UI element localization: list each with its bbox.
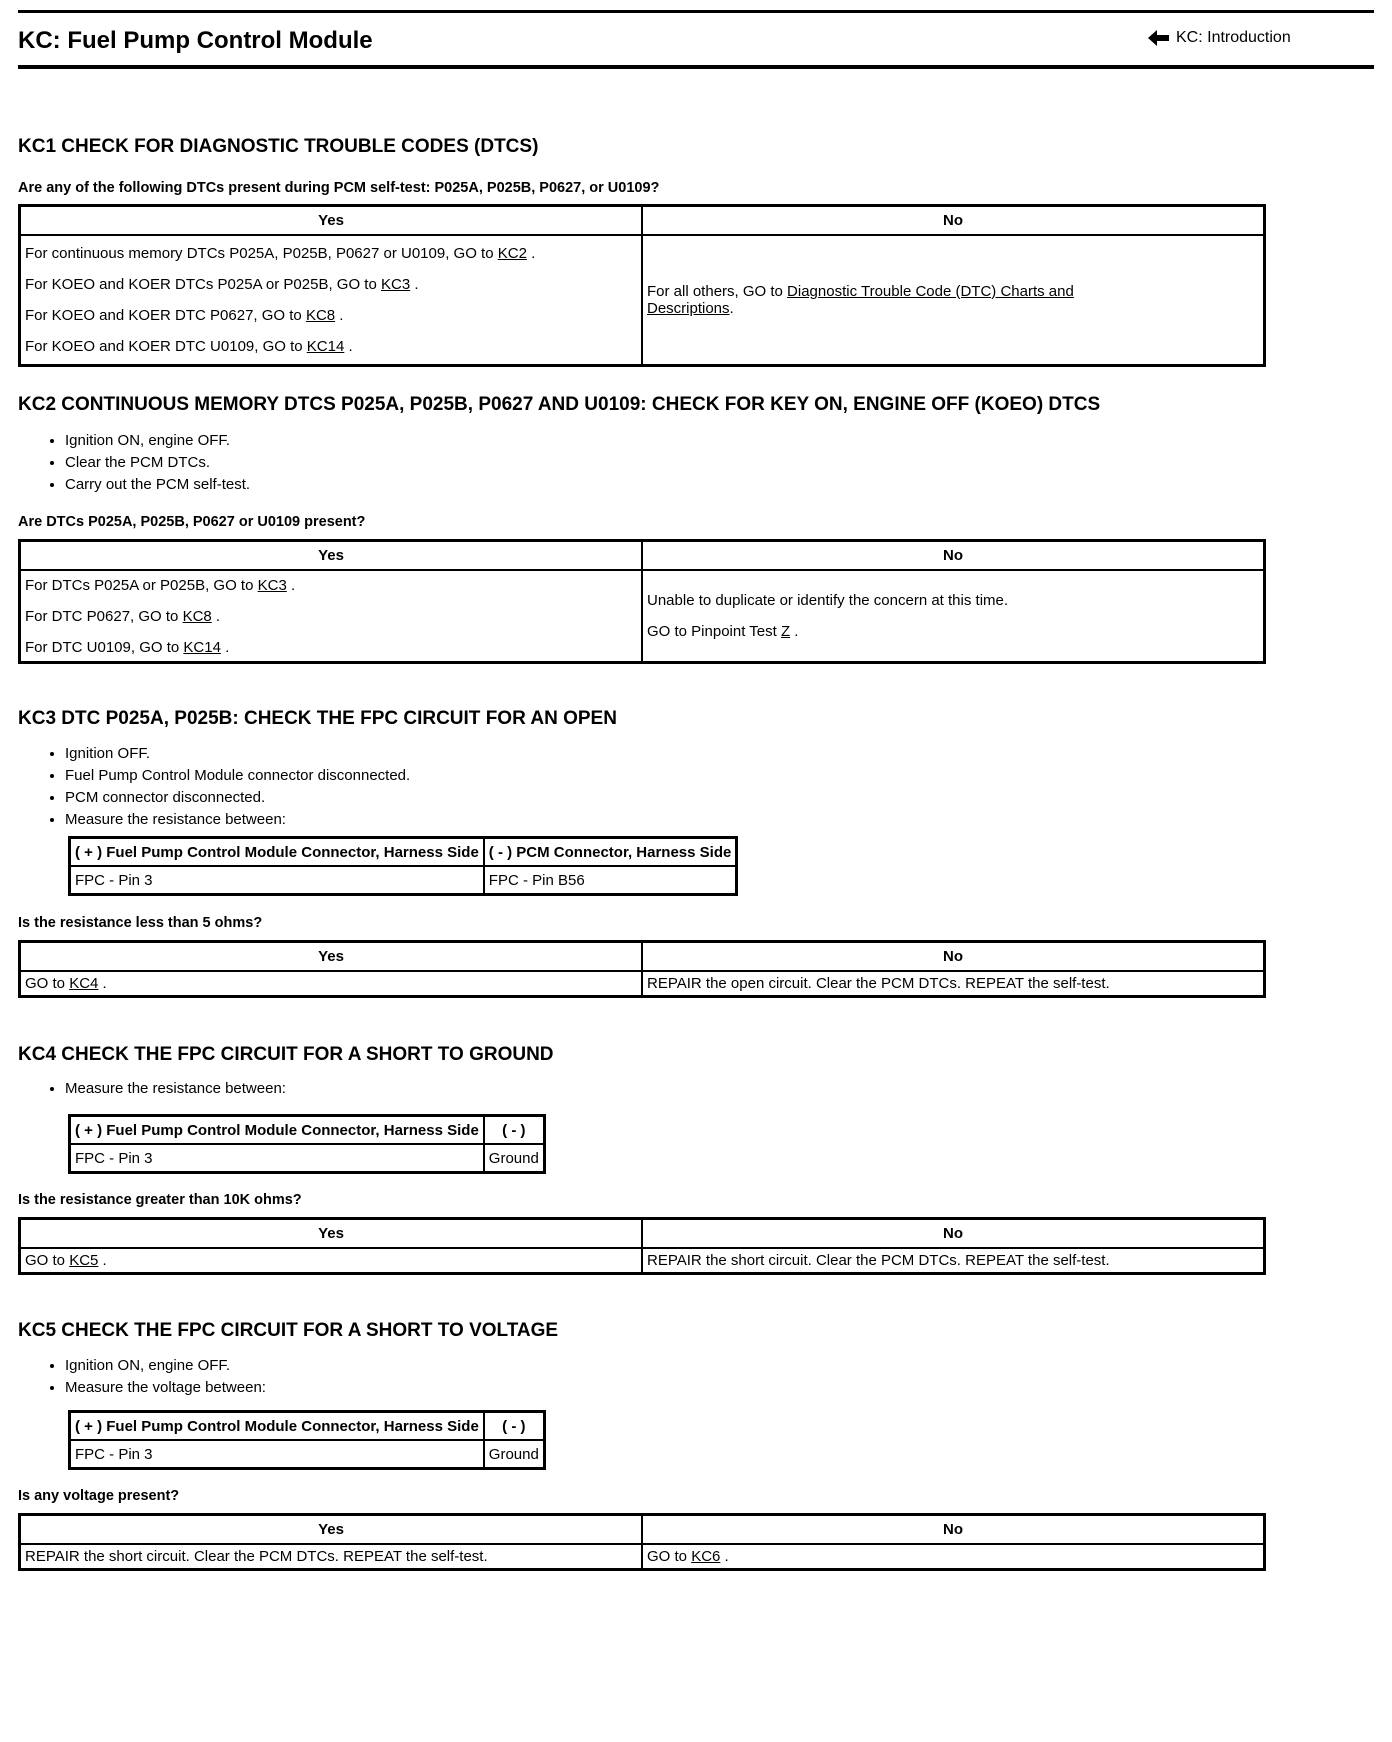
kc5-result-table — [18, 1513, 1266, 1571]
kc3-result-table — [18, 940, 1266, 998]
list-item: • Carry out the PCM self-test. — [65, 474, 250, 496]
arrow-left-icon — [1148, 30, 1170, 46]
pin-col-negative: ( - ) — [484, 1412, 545, 1441]
kc1-result-table — [18, 204, 1266, 367]
link-kc8[interactable]: KC8 — [305, 307, 336, 324]
no-header: No — [642, 942, 1265, 972]
kc4-pin-table — [68, 1114, 546, 1174]
no-header: No — [642, 206, 1265, 236]
yes-header: Yes — [20, 1515, 643, 1545]
kc3-question: Is the resistance less than 5 ohms? — [18, 915, 263, 931]
kc3-yes-cell: GO to KC4 . — [20, 971, 643, 997]
list-item: • Measure the voltage between: — [65, 1377, 266, 1399]
pin-col-negative: ( - ) — [484, 1116, 545, 1145]
back-link[interactable] — [1148, 29, 1291, 47]
kc2-yes-line: For DTCs P025A or P025B, GO to KC3 . — [25, 576, 296, 594]
kc4-yes-cell: GO to KC5 . — [20, 1248, 643, 1274]
kc1-yes-line: For KOEO and KOER DTC P0627, GO to KC8 . — [25, 307, 344, 324]
link-kc2[interactable]: KC2 — [497, 245, 527, 262]
yes-header: Yes — [20, 206, 643, 236]
list-item: • Clear the PCM DTCs. — [65, 452, 250, 474]
link-kc8[interactable]: KC8 — [182, 607, 212, 625]
pin-value: Ground — [484, 1144, 545, 1173]
kc1-yes-cell — [20, 235, 643, 366]
kc5-no-cell: GO to KC6 . — [642, 1544, 1265, 1570]
kc2-yes-line: For DTC P0627, GO to KC8 . — [25, 607, 221, 625]
link-kc14[interactable]: KC14 — [306, 338, 345, 355]
link-kc3[interactable]: KC3 — [257, 576, 287, 594]
pin-value: FPC - Pin B56 — [484, 866, 737, 895]
kc2-heading: KC2 CONTINUOUS MEMORY DTCS P025A, P025B, P0627 AND U0109: CHECK FOR KEY ON, ENGINE OFF (KOEO) DTCS — [18, 394, 1101, 415]
kc2-result-table — [18, 539, 1266, 664]
document-page — [18, 10, 1374, 1565]
pin-value: FPC - Pin 3 — [70, 866, 484, 895]
list-item: • Ignition OFF. — [65, 743, 410, 765]
link-pinpoint-z[interactable]: Z — [780, 623, 791, 640]
yes-header: Yes — [20, 1219, 643, 1249]
pin-col-positive: ( + ) Fuel Pump Control Module Connector, Harness Side — [70, 1412, 484, 1441]
kc2-question: Are DTCs P025A, P025B, P0627 or U0109 present? — [18, 514, 366, 530]
kc4-no-cell: REPAIR the short circuit. Clear the PCM DTCs. REPEAT the self-test. — [642, 1248, 1265, 1274]
pin-value: FPC - Pin 3 — [70, 1144, 484, 1173]
kc2-no-cell — [642, 570, 1265, 663]
kc4-heading: KC4 CHECK THE FPC CIRCUIT FOR A SHORT TO GROUND — [18, 1044, 554, 1065]
kc5-heading: KC5 CHECK THE FPC CIRCUIT FOR A SHORT TO VOLTAGE — [18, 1320, 559, 1341]
kc5-question: Is any voltage present? — [18, 1488, 180, 1504]
pin-col-positive: ( + ) Fuel Pump Control Module Connector, Harness Side — [70, 1116, 484, 1145]
kc2-steps — [45, 430, 250, 496]
list-item: • Ignition ON, engine OFF. — [65, 1355, 266, 1377]
no-header: No — [642, 1515, 1265, 1545]
kc2-yes-cell — [20, 570, 643, 663]
kc5-yes-cell: REPAIR the short circuit. Clear the PCM DTCs. REPEAT the self-test. — [20, 1544, 643, 1570]
no-header: No — [642, 541, 1265, 571]
kc1-yes-line: For continuous memory DTCs P025A, P025B, P0627 or U0109, GO to KC2 . — [25, 245, 536, 262]
link-kc3[interactable]: KC3 — [380, 276, 411, 293]
kc3-steps — [45, 743, 410, 831]
list-item: • PCM connector disconnected. — [65, 787, 410, 809]
kc4-result-table — [18, 1217, 1266, 1275]
kc1-yes-line: For KOEO and KOER DTC U0109, GO to KC14 . — [25, 338, 353, 355]
kc4-steps — [45, 1078, 286, 1100]
kc2-yes-line: For DTC U0109, GO to KC14 . — [25, 638, 230, 656]
pin-col-positive: ( + ) Fuel Pump Control Module Connector, Harness Side — [70, 838, 484, 867]
kc4-question: Is the resistance greater than 10K ohms? — [18, 1192, 302, 1208]
kc5-steps — [45, 1355, 266, 1399]
pin-value: FPC - Pin 3 — [70, 1440, 484, 1469]
link-kc14[interactable]: KC14 — [183, 638, 221, 656]
kc1-yes-line: For KOEO and KOER DTCs P025A or P025B, GO to KC3 . — [25, 276, 419, 293]
yes-header: Yes — [20, 541, 643, 571]
list-item: • Measure the resistance between: — [65, 1078, 286, 1100]
link-dtc-charts[interactable]: Diagnostic Trouble Code (DTC) Charts and Descriptions — [647, 283, 1074, 317]
kc2-no-line: Unable to duplicate or identify the concern at this time. — [647, 592, 1009, 609]
kc1-no-cell: For all others, GO to Diagnostic Trouble Code (DTC) Charts and Descriptions. — [642, 235, 1265, 366]
list-item: • Fuel Pump Control Module connector disconnected. — [65, 765, 410, 787]
list-item: • Measure the resistance between: — [65, 809, 410, 831]
page-title: KC: Fuel Pump Control Module — [18, 27, 373, 54]
no-header: No — [642, 1219, 1265, 1249]
kc1-question: Are any of the following DTCs present during PCM self-test: P025A, P025B, P0627, or U0109? — [18, 180, 660, 196]
kc1-heading: KC1 CHECK FOR DIAGNOSTIC TROUBLE CODES (DTCS) — [18, 136, 539, 157]
back-link-label[interactable]: KC: Introduction — [1176, 29, 1291, 46]
pin-value: Ground — [484, 1440, 545, 1469]
list-item: • Ignition ON, engine OFF. — [65, 430, 250, 452]
kc2-no-line: GO to Pinpoint Test Z . — [647, 623, 799, 640]
page-header — [18, 10, 1374, 69]
link-kc4[interactable]: KC4 — [69, 975, 99, 992]
kc3-no-cell: REPAIR the open circuit. Clear the PCM DTCs. REPEAT the self-test. — [642, 971, 1265, 997]
yes-header: Yes — [20, 942, 643, 972]
link-kc6[interactable]: KC6 — [691, 1548, 721, 1565]
pin-col-negative: ( - ) PCM Connector, Harness Side — [484, 838, 737, 867]
link-kc5[interactable]: KC5 — [69, 1252, 99, 1269]
kc3-pin-table — [68, 836, 738, 896]
kc5-pin-table — [68, 1410, 546, 1470]
kc3-heading: KC3 DTC P025A, P025B: CHECK THE FPC CIRCUIT FOR AN OPEN — [18, 708, 617, 729]
